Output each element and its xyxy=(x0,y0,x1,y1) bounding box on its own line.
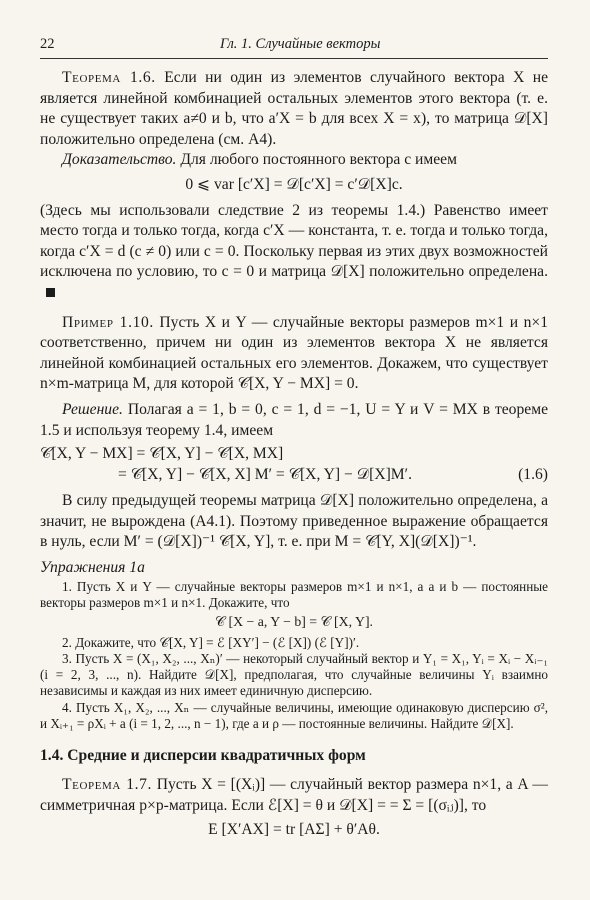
theorem-1-7-equation: E [X′AX] = tr [AΣ] + θ′Aθ. xyxy=(208,821,380,839)
page-number: 22 xyxy=(40,36,55,52)
exercise-1-equation: 𝒞 [X − a, Y − b] = 𝒞 [X, Y]. xyxy=(214,614,374,630)
header-rule xyxy=(40,58,548,59)
proof-body: (Здесь мы использовали следствие 2 из теоремы 1.4.) Равенство имеет место тогда и только тогда, когда c′X — константа, т. е. тогда и только тогда, когда c′X = d (c ≠ 0) или c = 0. Поскольку первая из этих двух возможностей исключена по условию, то c = 0 и матрица 𝒟[X] положительно определена. xyxy=(40,201,548,281)
theorem-1-6 xyxy=(40,68,548,150)
exercise-4: 4. Пусть X₁, X₂, ..., Xₙ — случайные величины, имеющие одинаковую дисперсию σ², и Xᵢ₊₁ = ρXᵢ + a (i = 1, 2, ..., n − 1), где a и ρ — постоянные величины. Найдите 𝒟[X]. xyxy=(40,699,548,732)
equation-line-1: 𝒞[X, Y − MX] = 𝒞[X, Y] − 𝒞[X, MX] xyxy=(40,445,284,463)
exercise-1: 1. Пусть X и Y — случайные векторы размеров m×1 и n×1, а a и b — постоянные векторы размеров m×1 и n×1. Докажите, что xyxy=(40,578,548,610)
exercises-list xyxy=(40,579,548,733)
proof-equation: 0 ⩽ var [c′X] = 𝒟[c′X] = c′𝒟[X]c. xyxy=(185,175,403,193)
section-heading: 1.4. Средние и дисперсии квадратичных форм xyxy=(40,747,366,765)
theorem-1-7-label: Теорема 1.7. xyxy=(62,775,153,793)
equation-line-2: = 𝒞[X, Y] − 𝒞[X, X] M′ = 𝒞[X, Y] − 𝒟[X]M′. xyxy=(118,465,412,483)
proof-intro: Для любого постоянного вектора c имеем xyxy=(180,151,457,169)
example-1-10 xyxy=(40,313,548,395)
qed-square-icon xyxy=(46,288,55,297)
proof-text xyxy=(40,201,548,304)
solution-conclusion: В силу предыдущей теоремы матрица 𝒟[X] положительно определена, а значит, не вырождена (A4.1). Поэтому приведенное выражение обращается в нуль, если M′ = (𝒟[X])⁻¹ 𝒞[X, Y], т. е. при M = 𝒞[Y, X](𝒟[X])⁻¹. xyxy=(40,492,548,551)
theorem-label: Теорема 1.6. xyxy=(62,69,156,86)
proof-label: Доказательство. xyxy=(62,151,177,169)
exercise-2: 2. Докажите, что 𝒞[X, Y] = ℰ [XY′] − (ℰ [X]) (ℰ [Y])′. xyxy=(62,634,360,650)
exercises-title: Упражнения 1a xyxy=(40,559,145,577)
solution-paragraph xyxy=(40,400,548,441)
equation-number: (1.6) xyxy=(518,465,548,483)
example-text: Пусть X и Y — случайные векторы размеров m×1 и n×1 соответственно, причем ни один из элементов вектора X не является линейной комбинацией остальных его элементов. Докажем, что существует n×m-матрица M, для которой 𝒞[X, Y − MX] = 0. xyxy=(40,313,549,393)
exercise-3: 3. Пусть X = (X₁, X₂, ..., Xₙ)′ — некоторый случайный вектор и Y₁ = X₁, Yᵢ = Xᵢ − Xᵢ₋₁ (i = 2, 3, ..., n). Найдите 𝒟[X], предполагая, что случайные величины Yᵢ взаимно независимы и каждая из них имеет единичную дисперсию. xyxy=(40,650,548,699)
theorem-text: Если ни один из элементов случайного вектора X не является линейной комбинацией остальных элементов этого вектора (т. е. не существует таких a≠0 и b, что a′X = b для всех X = x), то матрица 𝒟[X] положительно определена (см. A4). xyxy=(40,69,549,148)
solution-label: Решение. xyxy=(62,400,123,418)
theorem-1-7 xyxy=(40,775,548,816)
equation-1-6 xyxy=(40,444,548,485)
solution-text: Полагая a = 1, b = 0, c = 1, d = −1, U = Y и V = MX в теореме 1.5 и используя теорему 1.4, имеем xyxy=(40,400,548,439)
page-body xyxy=(40,68,548,846)
example-label: Пример 1.10. xyxy=(62,313,154,331)
running-header xyxy=(40,36,548,54)
theorem-1-7-text: Пусть X = [(Xᵢ)] — случайный вектор размера n×1, а A — симметричная p×p-матрица. Если ℰ[X] = θ и 𝒟[X] = = Σ = [(σᵢⱼ)], то xyxy=(40,775,548,814)
proof-intro-paragraph xyxy=(40,150,548,171)
running-title: Гл. 1. Случайные векторы xyxy=(220,36,381,52)
